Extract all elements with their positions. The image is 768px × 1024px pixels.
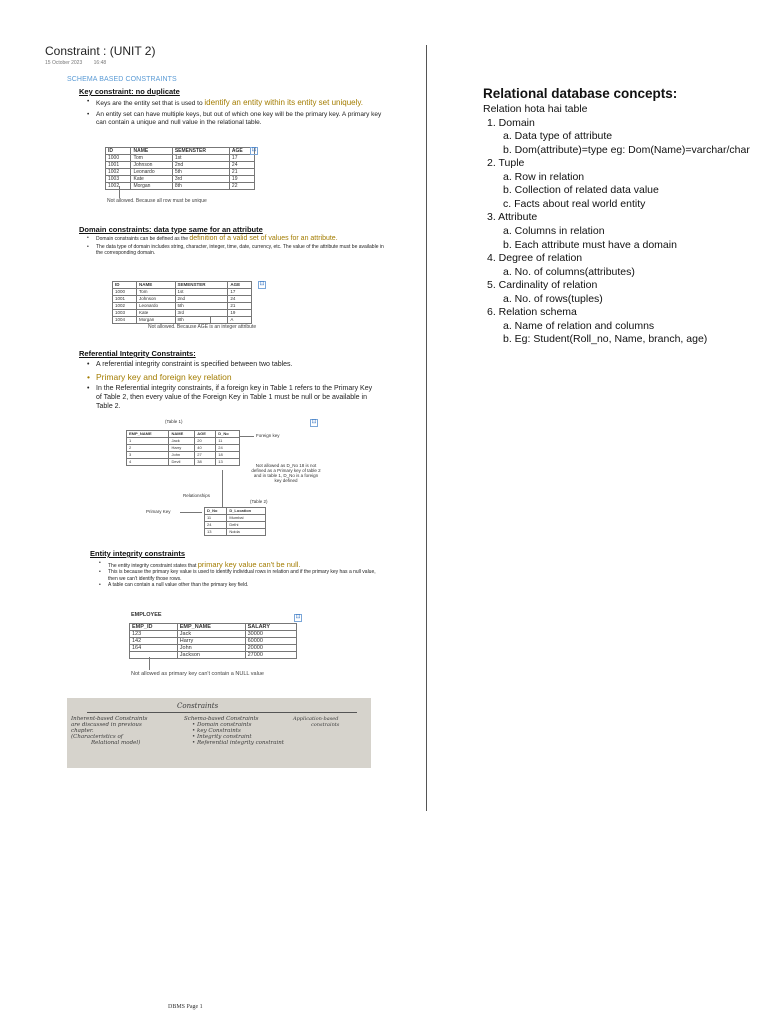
key-constraint-note: Not allowed. Because all row must be unique	[107, 198, 207, 204]
table-cell: 30000	[245, 631, 296, 638]
table-row	[130, 631, 297, 638]
table-cell: Harry	[169, 445, 195, 452]
handwritten-notes-photo	[67, 698, 371, 768]
expand-icon[interactable]: ⊡	[295, 614, 301, 620]
table-cell: Morgan	[131, 183, 172, 190]
table-cell: Mumbai	[227, 515, 266, 522]
concept-list-item: a. Data type of attribute	[503, 130, 613, 143]
table-header-cell: NAME	[137, 282, 175, 289]
concept-list-item: 5. Cardinality of relation	[487, 279, 598, 292]
entity-integrity-note: Not allowed as primary key can't contain a NULL value	[131, 671, 264, 677]
relationships-label: Relationships	[183, 493, 211, 498]
table-cell: 13	[216, 459, 240, 466]
table-header-cell: D_No	[216, 431, 240, 438]
table-row	[113, 289, 252, 296]
table-cell: Kate	[131, 176, 172, 183]
table-cell: 17	[228, 289, 252, 296]
domain-constraint-heading: Domain constraints: data type same for an attribute	[79, 225, 263, 234]
domain-constraint-table	[112, 281, 252, 324]
table-header-cell: NAME	[169, 431, 195, 438]
foreign-key-note: Not allowed as D_No 18 is not defined as a Primary key of table 2 and in table 1, D_No is a foreign key defined	[251, 463, 321, 483]
table-header-row	[130, 624, 297, 631]
concept-list-item: 1. Domain	[487, 116, 535, 129]
page-time: 16:48	[93, 60, 107, 66]
table-header-cell: AGE	[228, 282, 252, 289]
page-title: Constraint : (UNIT 2)	[45, 44, 156, 58]
hw-column-2: Schema-based Constraints • Domain constraints • key Constraints • Integrity constraint • Referential integrity constraint	[184, 716, 284, 746]
table-header-cell: EMP_ID	[130, 624, 178, 631]
entity-bullet-2: • This is because the primary key value is used to identify individual rows in relation and if the primary key has a null value, then we can't identify those rows.	[99, 569, 379, 582]
table-cell: 24	[229, 162, 254, 169]
table-cell: Morgan	[137, 317, 175, 324]
table-cell: 20	[195, 438, 216, 445]
table-cell: John	[177, 645, 245, 652]
concept-list-item: b. Collection of related data value	[503, 184, 659, 197]
table-cell: Tom	[131, 155, 172, 162]
page-datetime	[45, 60, 106, 66]
table-cell: Kate	[137, 310, 175, 317]
table2-label: (Table 2)	[250, 499, 268, 504]
table-row	[106, 155, 255, 162]
domain-bullet-2: • The data type of domain includes string, character, integer, time, date, currency, etc. The value of the attribute must be available in the corresponding domain.	[87, 244, 387, 257]
table-row	[113, 296, 252, 303]
concept-list-item: 4. Degree of relation	[487, 252, 583, 265]
concept-list-item: 3. Attribute	[487, 211, 538, 224]
table-cell: 1	[127, 438, 169, 445]
table-cell: 1003	[106, 176, 131, 183]
table-cell: 27000	[245, 652, 296, 659]
concept-list-item: b. Eg: Student(Roll_no, Name, branch, age)	[503, 333, 708, 346]
table-cell: 38	[195, 459, 216, 466]
table-cell: A	[228, 317, 252, 324]
table-cell: 21	[229, 169, 254, 176]
relation-intro: Relation hota hai table	[483, 103, 588, 115]
fk-arrow	[240, 436, 254, 437]
table-cell: Devil	[169, 459, 195, 466]
expand-icon[interactable]: ⊡	[259, 281, 265, 287]
table-cell: 13	[205, 529, 227, 536]
referential-table-1	[126, 430, 240, 466]
table-cell: Jack	[169, 438, 195, 445]
concept-list-item: a. No. of columns(attributes)	[503, 265, 635, 278]
referential-heading: Referential Integrity Constraints:	[79, 349, 196, 358]
referential-bullet-1: • A referential integrity constraint is specified between two tables.	[87, 361, 377, 370]
page-date: 15 October 2023	[45, 60, 83, 66]
table-cell: 2nd	[175, 296, 228, 303]
concept-list-item: 6. Relation schema	[487, 306, 577, 319]
table-cell: 8th	[175, 317, 228, 324]
table-cell: 3	[127, 452, 169, 459]
table-header-cell: EMP_NAME	[127, 431, 169, 438]
table-cell: Jackson	[177, 652, 245, 659]
table-cell: 2	[127, 445, 169, 452]
table-cell: 1002	[113, 303, 137, 310]
table-cell: 11	[205, 515, 227, 522]
table-cell: 3rd	[172, 176, 229, 183]
table-header-cell: AGE	[229, 148, 254, 155]
table-cell: 18	[216, 452, 240, 459]
table-cell: 1st	[172, 155, 229, 162]
key-constraint-bullets	[87, 98, 387, 127]
table-cell: Johnson	[131, 162, 172, 169]
table-header-row	[127, 431, 240, 438]
entity-integrity-heading: Entity integrity constraints	[90, 549, 186, 558]
note-arrow	[119, 186, 120, 198]
table-cell: 24	[216, 445, 240, 452]
domain-constraint-bullets	[87, 235, 387, 256]
table-header-cell: ID	[106, 148, 131, 155]
table-row	[106, 162, 255, 169]
table-header-cell: AGE	[195, 431, 216, 438]
table-cell: 1001	[113, 296, 137, 303]
table-header-cell: SALARY	[245, 624, 296, 631]
table-header-cell: EMP_NAME	[177, 624, 245, 631]
hw-title: Constraints	[177, 702, 219, 710]
table-header-cell: SEMENSTER	[172, 148, 229, 155]
table-cell: 20000	[245, 645, 296, 652]
table-header-row	[106, 148, 255, 155]
concept-list-item: a. Name of relation and columns	[503, 319, 655, 332]
table-cell: 1003	[113, 310, 137, 317]
concept-list-item: b. Each attribute must have a domain	[503, 238, 677, 251]
table-cell: 19	[228, 310, 252, 317]
table-cell: 5th	[175, 303, 228, 310]
expand-icon[interactable]: ⊡	[251, 147, 257, 153]
entity-bullet-3: • A table can contain a null value other than the primary key field.	[99, 582, 379, 588]
page-footer: DBMS Page 1	[168, 1004, 203, 1010]
table-row	[205, 529, 266, 536]
table-cell: Johnson	[137, 296, 175, 303]
hw-line	[87, 712, 357, 713]
table-cell: Tom	[137, 289, 175, 296]
table-cell: 1004	[113, 317, 137, 324]
table-header-cell: SEMENSTER	[175, 282, 228, 289]
table-row	[130, 645, 297, 652]
hw-column-1: Inherent-based Constraints are discussed in previous chapter. (Characteristics of Relational model)	[71, 716, 148, 746]
concept-list-item: b. Dom(attribute)=type eg: Dom(Name)=varchar/char	[503, 143, 750, 156]
table-cell: Leonardo	[137, 303, 175, 310]
domain-bullet-1: • Domain constraints can be defined as the definition of a valid set of values for an attribute.	[87, 235, 387, 244]
entity-bullet-1: • The entity integrity constraint states that primary key value can't be null.	[99, 560, 379, 569]
table-cell: 17	[229, 155, 254, 162]
table-cell: 2nd	[172, 162, 229, 169]
table-cell: 1002	[106, 169, 131, 176]
page-divider	[426, 45, 427, 811]
table-cell: Leonardo	[131, 169, 172, 176]
table-header-row	[205, 508, 266, 515]
table1-label: (Table 1)	[165, 419, 183, 424]
key-constraint-table	[105, 147, 255, 190]
schema-heading: SCHEMA BASED CONSTRAINTS	[67, 76, 177, 83]
table-cell: 1000	[113, 289, 137, 296]
table-cell: 1001	[106, 162, 131, 169]
table-row	[205, 515, 266, 522]
table-cell: Noida	[227, 529, 266, 536]
table-cell: 3rd	[175, 310, 228, 317]
primary-key-label: Primary Key	[146, 509, 171, 514]
referential-bullet-3: • In the Referential integrity constraints, if a foreign key in Table 1 refers to the Primary Key of Table 2, then every value of the Foreign Key in Table 1 must be null or be available in Table 2.	[87, 385, 377, 411]
table-cell: 60000	[245, 638, 296, 645]
table-cell: John	[169, 452, 195, 459]
table-header-cell: NAME	[131, 148, 172, 155]
table-header-row	[113, 282, 252, 289]
table-row	[205, 522, 266, 529]
table-cell: 1st	[175, 289, 228, 296]
entity-integrity-bullets	[99, 560, 379, 588]
table-cell: 4	[127, 459, 169, 466]
note-arrow	[210, 316, 211, 324]
table-row	[106, 183, 255, 190]
table-header-cell: D_No	[205, 508, 227, 515]
table-cell: 1000	[106, 155, 131, 162]
table-cell: 164	[130, 645, 178, 652]
table-cell: 11	[216, 438, 240, 445]
table-cell: Jack	[177, 631, 245, 638]
table-cell: 40	[195, 445, 216, 452]
key-bullet-2: • An entity set can have multiple keys, but out of which one key will be the primary key. A primary key can contain a unique and null value in the relational table.	[87, 111, 387, 127]
referential-bullet-2: • Primary key and foreign key relation	[87, 372, 377, 383]
table-cell: 21	[228, 303, 252, 310]
concept-list-item: a. No. of rows(tuples)	[503, 292, 603, 305]
table-row	[127, 459, 240, 466]
table-cell: 8th	[172, 183, 229, 190]
relational-concepts-title: Relational database concepts:	[483, 86, 678, 101]
table-cell	[130, 652, 178, 659]
table-row	[113, 317, 252, 324]
concept-list-item: a. Row in relation	[503, 170, 585, 183]
table-row	[106, 176, 255, 183]
table-cell: 1002	[106, 183, 131, 190]
employee-table	[129, 623, 297, 659]
note-arrow	[149, 657, 150, 670]
concept-list-item: c. Facts about real world entity	[503, 197, 646, 210]
table-cell: Delhi	[227, 522, 266, 529]
table-cell: 27	[195, 452, 216, 459]
pk-arrow	[180, 512, 202, 513]
key-bullet-1: • Keys are the entity set that is used to identify an entity within its entity set uniquely.	[87, 98, 387, 108]
foreign-key-label: Foreign key	[256, 433, 280, 438]
referential-table-2	[204, 507, 266, 536]
table-row	[130, 638, 297, 645]
concept-list-item: 2. Tuple	[487, 157, 525, 170]
referential-bullets	[87, 361, 377, 412]
table-header-cell: ID	[113, 282, 137, 289]
table-row	[130, 652, 297, 659]
concept-list-item: a. Columns in relation	[503, 224, 605, 237]
key-constraint-heading: Key constraint: no duplicate	[79, 87, 180, 96]
table-cell: Harry	[177, 638, 245, 645]
hw-column-3: Application-based constraints	[293, 716, 340, 728]
table-header-cell: D_Location	[227, 508, 266, 515]
table-cell: 142	[130, 638, 178, 645]
table-cell: 24	[205, 522, 227, 529]
table-cell: 22	[229, 183, 254, 190]
expand-icon[interactable]: ⊡	[311, 419, 317, 425]
table-cell: 123	[130, 631, 178, 638]
table-cell: 24	[228, 296, 252, 303]
table-row	[113, 303, 252, 310]
table-cell: 5th	[172, 169, 229, 176]
table-row	[127, 445, 240, 452]
domain-constraint-note: Not allowed. Because AGE is an integer attribute	[148, 324, 257, 330]
table-row	[113, 310, 252, 317]
table-cell: 19	[229, 176, 254, 183]
table-row	[127, 438, 240, 445]
table-row	[127, 452, 240, 459]
relationship-line	[222, 470, 223, 508]
employee-table-title: EMPLOYEE	[131, 612, 162, 618]
table-row	[106, 169, 255, 176]
